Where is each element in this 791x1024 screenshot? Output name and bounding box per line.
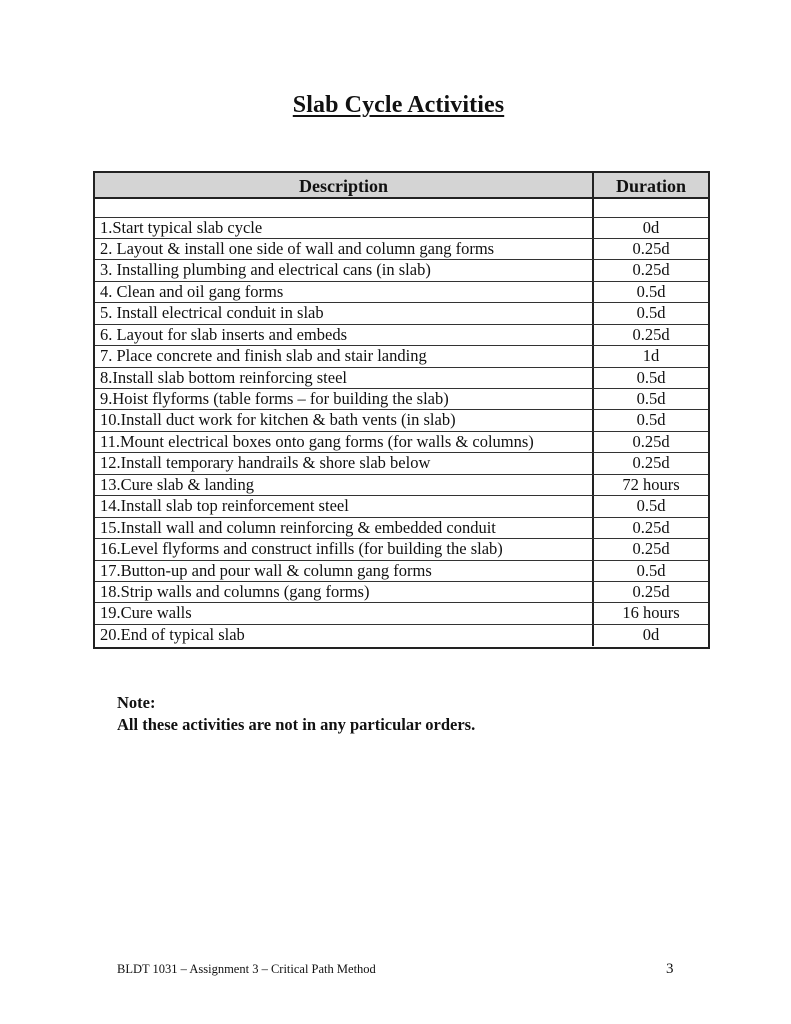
footer-course: BLDT 1031 – Assignment 3 – Critical Path Method <box>117 962 376 976</box>
table-row <box>95 496 708 517</box>
activity-duration: 0.25d <box>632 581 670 601</box>
activity-description: 12.Install temporary handrails & shore slab below <box>95 453 594 473</box>
table-row <box>95 453 708 474</box>
activity-duration: 0.5d <box>636 367 666 387</box>
table-row <box>95 432 708 453</box>
activity-description: 13.Cure slab & landing <box>95 475 594 495</box>
table-row <box>95 346 708 367</box>
activity-duration: 0.25d <box>632 539 670 559</box>
activity-duration: 0d <box>642 624 660 644</box>
activity-duration: 16 hours <box>622 603 680 623</box>
activity-description: 7. Place concrete and finish slab and stair landing <box>95 346 594 366</box>
activity-description: 11.Mount electrical boxes onto gang forms (for walls & columns) <box>95 432 594 452</box>
table-row <box>95 239 708 260</box>
activity-duration: 0.25d <box>632 453 670 473</box>
table-row <box>95 518 708 539</box>
note-block <box>117 692 475 736</box>
footer-page-number: 3 <box>666 961 674 977</box>
table-row <box>95 539 708 560</box>
note-label: Note: <box>117 693 156 712</box>
table-row <box>95 561 708 582</box>
table-row <box>95 282 708 303</box>
activity-description: 10.Install duct work for kitchen & bath vents (in slab) <box>95 410 594 430</box>
activity-duration: 0.25d <box>632 324 670 344</box>
activities-table <box>93 171 710 649</box>
activity-description: 18.Strip walls and columns (gang forms) <box>95 582 594 602</box>
table-spacer-row <box>95 199 708 218</box>
activity-duration: 0.5d <box>636 389 666 408</box>
table-row <box>95 303 708 324</box>
header-duration: Duration <box>615 176 686 196</box>
activity-description: 2. Layout & install one side of wall and column gang forms <box>95 239 594 259</box>
activity-description: 20.End of typical slab <box>95 625 594 646</box>
activity-duration: 0.25d <box>632 517 670 537</box>
table-row <box>95 625 708 646</box>
activity-duration: 0.5d <box>636 560 666 580</box>
table-row <box>95 475 708 496</box>
table-row <box>95 603 708 624</box>
activity-description: 6. Layout for slab inserts and embeds <box>95 325 594 345</box>
activity-description: 8.Install slab bottom reinforcing steel <box>95 368 594 388</box>
activity-duration: 1d <box>642 346 660 366</box>
activity-description: 5. Install electrical conduit in slab <box>95 303 594 323</box>
activity-description: 1.Start typical slab cycle <box>95 218 594 238</box>
activity-description: 15.Install wall and column reinforcing & embedded conduit <box>95 518 594 538</box>
activity-description: 3. Installing plumbing and electrical cans (in slab) <box>95 260 594 280</box>
activity-duration: 0d <box>642 217 660 237</box>
table-row <box>95 410 708 431</box>
header-description: Description <box>95 173 594 197</box>
activity-duration: 0.25d <box>632 238 670 258</box>
activity-duration: 0.25d <box>632 431 670 451</box>
activity-duration: 0.5d <box>636 410 666 430</box>
activity-duration: 0.25d <box>632 260 670 280</box>
table-row <box>95 389 708 410</box>
activity-duration: 0.5d <box>636 303 666 323</box>
table-row <box>95 260 708 281</box>
table-row <box>95 218 708 239</box>
table-header <box>95 173 708 199</box>
table-row <box>95 325 708 346</box>
activity-description: 19.Cure walls <box>95 603 594 623</box>
activity-duration: 72 hours <box>622 474 680 494</box>
activity-description: 14.Install slab top reinforcement steel <box>95 496 594 516</box>
table-row <box>95 582 708 603</box>
activity-duration: 0.5d <box>636 496 666 516</box>
table-row <box>95 368 708 389</box>
activity-description: 17.Button-up and pour wall & column gang forms <box>95 561 594 581</box>
activity-description: 16.Level flyforms and construct infills (for building the slab) <box>95 539 594 559</box>
table-body <box>95 218 708 647</box>
activity-description: 9.Hoist flyforms (table forms – for building the slab) <box>95 389 594 409</box>
activity-duration: 0.5d <box>636 281 666 301</box>
activity-description: 4. Clean and oil gang forms <box>95 282 594 302</box>
note-text: All these activities are not in any particular orders. <box>117 715 476 734</box>
page-title: Slab Cycle Activities <box>292 92 505 118</box>
